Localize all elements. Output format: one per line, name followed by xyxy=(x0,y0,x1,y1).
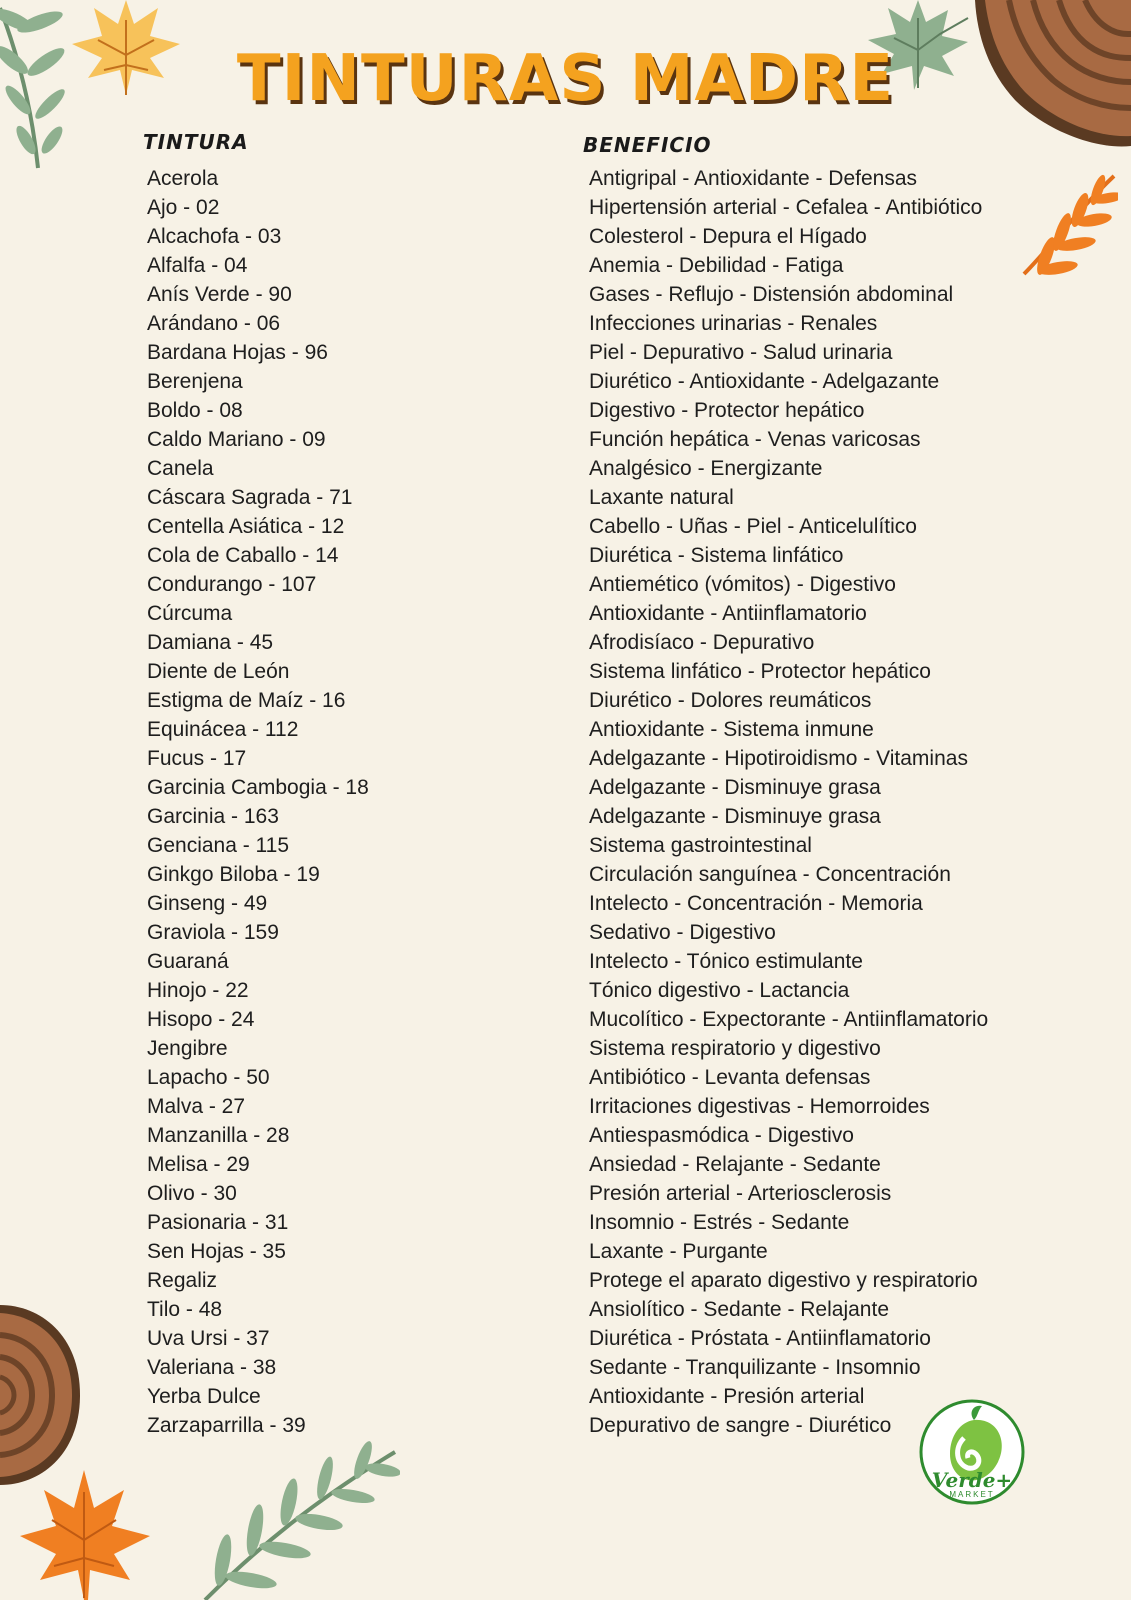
tintura-name: Anís Verde - 90 xyxy=(147,283,292,306)
tintura-benefit: Intelecto - Concentración - Memoria xyxy=(589,892,923,915)
tintura-benefit: Piel - Depurativo - Salud urinaria xyxy=(589,341,893,364)
tintura-benefit: Antigripal - Antioxidante - Defensas xyxy=(589,167,918,190)
tintura-benefit: Diurético - Antioxidante - Adelgazante xyxy=(589,370,940,393)
tintura-benefit: Analgésico - Energizante xyxy=(589,457,823,480)
tintura-name: Malva - 27 xyxy=(147,1095,246,1118)
tintura-name: Sen Hojas - 35 xyxy=(147,1240,286,1263)
tintura-benefit: Intelecto - Tónico estimulante xyxy=(589,950,863,973)
tintura-name: Alcachofa - 03 xyxy=(147,225,282,248)
tintura-benefit: Sedativo - Digestivo xyxy=(589,921,776,944)
tintura-name: Ginseng - 49 xyxy=(147,892,268,915)
tintura-name: Equinácea - 112 xyxy=(147,718,299,741)
logo-sub-text: MARKET xyxy=(949,1490,995,1499)
tintura-name: Manzanilla - 28 xyxy=(147,1124,290,1147)
tintura-benefit: Hipertensión arterial - Cefalea - Antibiótico xyxy=(589,196,983,219)
tintura-name: Genciana - 115 xyxy=(147,834,290,857)
tintura-benefit: Circulación sanguínea - Concentración xyxy=(589,863,951,886)
tintura-name: Hinojo - 22 xyxy=(147,979,249,1002)
tintura-benefit: Mucolítico - Expectorante - Antiinflamatorio xyxy=(589,1008,989,1031)
tintura-name: Pasionaria - 31 xyxy=(147,1211,289,1234)
tintura-benefit: Diurético - Dolores reumáticos xyxy=(589,689,872,712)
tintura-benefit: Antiespasmódica - Digestivo xyxy=(589,1124,854,1147)
column-header-tintura: TINTURA xyxy=(143,130,249,154)
logo-brand-text: Verde+ xyxy=(931,1468,1013,1492)
tintura-name: Tilo - 48 xyxy=(147,1298,223,1321)
tintura-name: Alfalfa - 04 xyxy=(147,254,248,277)
tintura-benefit: Adelgazante - Disminuye grasa xyxy=(589,776,881,799)
tintura-benefit: Adelgazante - Disminuye grasa xyxy=(589,805,881,828)
tintura-name: Ginkgo Biloba - 19 xyxy=(147,863,320,886)
tintura-name: Acerola xyxy=(147,167,219,190)
tintura-benefit: Irritaciones digestivas - Hemorroides xyxy=(589,1095,930,1118)
tintura-benefit: Laxante natural xyxy=(589,486,734,509)
orange-fern-leaf-icon xyxy=(1018,170,1118,280)
column-header-beneficio: BENEFICIO xyxy=(583,133,712,157)
tintura-benefit: Función hepática - Venas varicosas xyxy=(589,428,921,451)
tintura-benefit: Presión arterial - Arteriosclerosis xyxy=(589,1182,892,1205)
page-title: TINTURAS MADRE xyxy=(236,42,895,116)
tintura-name: Cola de Caballo - 14 xyxy=(147,544,339,567)
tintura-name: Caldo Mariano - 09 xyxy=(147,428,326,451)
tintura-benefit: Antioxidante - Presión arterial xyxy=(589,1385,865,1408)
tintura-name: Regaliz xyxy=(147,1269,218,1292)
tintura-name: Berenjena xyxy=(147,370,243,393)
tintura-benefit: Digestivo - Protector hepático xyxy=(589,399,865,422)
tintura-benefit: Ansiedad - Relajante - Sedante xyxy=(589,1153,881,1176)
tintura-benefit: Sistema gastrointestinal xyxy=(589,834,812,857)
tintura-benefit: Sedante - Tranquilizante - Insomnio xyxy=(589,1356,921,1379)
tintura-benefit: Diurética - Próstata - Antiinflamatorio xyxy=(589,1327,931,1350)
tintura-benefit: Antibiótico - Levanta defensas xyxy=(589,1066,871,1089)
tintura-name: Condurango - 107 xyxy=(147,573,317,596)
tintura-benefit: Antioxidante - Antiinflamatorio xyxy=(589,602,867,625)
tintura-name: Uva Ursi - 37 xyxy=(147,1327,270,1350)
tintura-name: Garcinia Cambogia - 18 xyxy=(147,776,369,799)
tintura-benefit: Cabello - Uñas - Piel - Anticelulítico xyxy=(589,515,917,538)
tintura-name: Valeriana - 38 xyxy=(147,1356,277,1379)
tintura-name: Ajo - 02 xyxy=(147,196,220,219)
tintura-benefit: Diurética - Sistema linfático xyxy=(589,544,844,567)
tintura-name: Bardana Hojas - 96 xyxy=(147,341,328,364)
tintura-benefit: Depurativo de sangre - Diurético xyxy=(589,1414,892,1437)
tintura-benefit: Antiemético (vómitos) - Digestivo xyxy=(589,573,896,596)
tintura-name: Canela xyxy=(147,457,214,480)
tintura-benefit: Sistema linfático - Protector hepático xyxy=(589,660,931,683)
tintura-benefit: Anemia - Debilidad - Fatiga xyxy=(589,254,844,277)
tintura-benefit: Protege el aparato digestivo y respiratorio xyxy=(589,1269,978,1292)
tintura-name: Yerba Dulce xyxy=(147,1385,261,1408)
tintura-name: Hisopo - 24 xyxy=(147,1008,255,1031)
tintura-name: Boldo - 08 xyxy=(147,399,243,422)
tintura-name: Damiana - 45 xyxy=(147,631,274,654)
tintura-benefit: Colesterol - Depura el Hígado xyxy=(589,225,867,248)
tintura-name: Jengibre xyxy=(147,1037,228,1060)
tintura-benefit: Insomnio - Estrés - Sedante xyxy=(589,1211,850,1234)
orange-maple-leaf-icon xyxy=(18,1462,153,1600)
tintura-benefit: Ansiolítico - Sedante - Relajante xyxy=(589,1298,889,1321)
tintura-benefit: Tónico digestivo - Lactancia xyxy=(589,979,850,1002)
tintura-name: Estigma de Maíz - 16 xyxy=(147,689,346,712)
tintura-benefit: Sistema respiratorio y digestivo xyxy=(589,1037,881,1060)
beneficio-list xyxy=(589,164,1009,1440)
tintura-name: Cúrcuma xyxy=(147,602,233,625)
tintura-benefit: Afrodisíaco - Depurativo xyxy=(589,631,815,654)
tintura-name: Melisa - 29 xyxy=(147,1153,250,1176)
tintura-name: Olivo - 30 xyxy=(147,1182,237,1205)
tintura-list xyxy=(147,164,547,1440)
tintura-name: Graviola - 159 xyxy=(147,921,279,944)
tintura-name: Centella Asiática - 12 xyxy=(147,515,345,538)
tintura-name: Diente de León xyxy=(147,660,290,683)
tintura-name: Arándano - 06 xyxy=(147,312,281,335)
tintura-name: Zarzaparrilla - 39 xyxy=(147,1414,306,1437)
tintura-name: Guaraná xyxy=(147,950,229,973)
verde-market-logo xyxy=(918,1398,1026,1506)
tintura-name: Lapacho - 50 xyxy=(147,1066,270,1089)
tintura-benefit: Gases - Reflujo - Distensión abdominal xyxy=(589,283,954,306)
tintura-benefit: Antioxidante - Sistema inmune xyxy=(589,718,874,741)
tintura-name: Garcinia - 163 xyxy=(147,805,279,828)
tintura-benefit: Laxante - Purgante xyxy=(589,1240,768,1263)
tintura-name: Cáscara Sagrada - 71 xyxy=(147,486,353,509)
tintura-name: Fucus - 17 xyxy=(147,747,247,770)
tintura-benefit: Infecciones urinarias - Renales xyxy=(589,312,878,335)
green-branch-bottom-icon xyxy=(185,1440,400,1600)
tintura-benefit: Adelgazante - Hipotiroidismo - Vitaminas xyxy=(589,747,968,770)
